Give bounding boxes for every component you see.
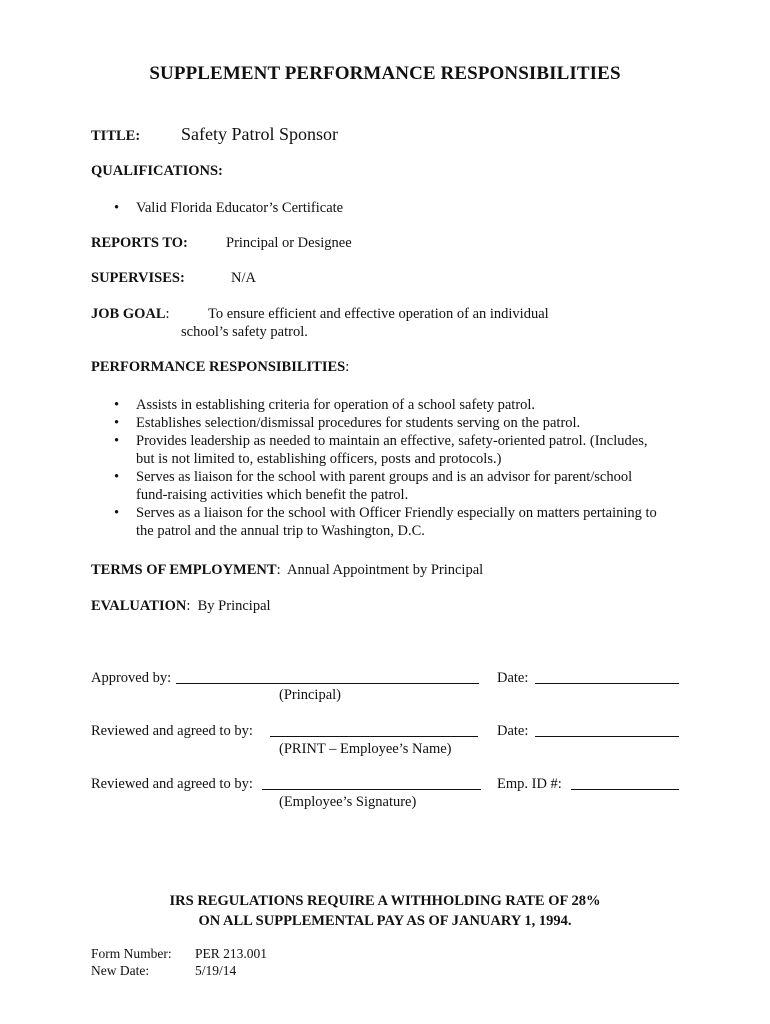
date-line-2[interactable]	[535, 736, 679, 737]
evaluation	[91, 597, 271, 615]
document-heading: SUPPLEMENT PERFORMANCE RESPONSIBILITIES	[149, 63, 621, 84]
reports-to-label: REPORTS TO:	[91, 235, 188, 251]
reviewed-by-label-2: Reviewed and agreed to by:	[91, 776, 253, 792]
performance-label: PERFORMANCE RESPONSIBILITIES	[91, 359, 346, 375]
responsibility-line: but is not limited to, establishing officers, posts and protocols.)	[136, 451, 502, 467]
responsibility-item	[110, 432, 657, 468]
responsibility-line: Serves as liaison for the school with parent groups and is an advisor for parent/school	[136, 469, 633, 485]
terms-colon: :	[276, 562, 281, 578]
supervises-value: N/A	[231, 270, 256, 286]
approved-by-signature-line[interactable]	[176, 683, 479, 684]
evaluation-label: EVALUATION	[91, 598, 187, 614]
terms-value: Annual Appointment by Principal	[287, 562, 484, 578]
employee-signature-caption: (Employee’s Signature)	[279, 794, 417, 810]
responsibilities-list	[110, 396, 657, 540]
job-goal-colon: :	[165, 306, 170, 322]
evaluation-value: By Principal	[197, 598, 271, 614]
form-number-label: Form Number:	[91, 946, 172, 961]
responsibility-line: the patrol and the annual trip to Washington, D.C.	[136, 523, 425, 539]
job-goal-line-1: To ensure efficient and effective operation of an individual	[208, 306, 549, 322]
job-goal-heading	[91, 305, 170, 323]
irs-notice	[0, 891, 770, 931]
new-date-value: 5/19/14	[195, 963, 237, 978]
emp-id-label: Emp. ID #:	[497, 776, 562, 792]
date-line-1[interactable]	[535, 683, 679, 684]
responsibility-item	[110, 414, 657, 432]
job-goal-line-2: school’s safety patrol.	[181, 324, 308, 340]
employee-signature-line[interactable]	[262, 789, 481, 790]
approved-by-caption: (Principal)	[279, 687, 342, 703]
new-date-label: New Date:	[91, 963, 150, 978]
employee-name-caption: (PRINT – Employee’s Name)	[279, 741, 452, 757]
responsibility-line: Establishes selection/dismissal procedures for students serving on the patrol.	[136, 415, 581, 431]
terms-of-employment	[91, 561, 483, 579]
reviewed-by-label-1: Reviewed and agreed to by:	[91, 723, 253, 739]
terms-label: TERMS OF EMPLOYMENT	[91, 562, 277, 578]
emp-id-line[interactable]	[571, 789, 679, 790]
job-goal-label: JOB GOAL	[91, 306, 166, 322]
qualifications-label: QUALIFICATIONS:	[91, 163, 223, 179]
evaluation-colon: :	[186, 598, 191, 614]
title-value: Safety Patrol Sponsor	[181, 124, 338, 144]
responsibility-line: Assists in establishing criteria for operation of a school safety patrol.	[136, 397, 536, 413]
employee-name-line[interactable]	[270, 736, 478, 737]
responsibility-line: fund-raising activities which benefit the patrol.	[136, 487, 409, 503]
irs-notice-line-1: IRS REGULATIONS REQUIRE A WITHHOLDING RATE OF 28%	[169, 893, 601, 909]
performance-heading	[91, 358, 349, 376]
date-label-2: Date:	[497, 723, 529, 739]
responsibility-item	[110, 396, 657, 414]
responsibility-line: Serves as a liaison for the school with Officer Friendly especially on matters pertaining to	[136, 505, 657, 521]
responsibility-line: Provides leadership as needed to maintain an effective, safety-oriented patrol. (Includes,	[136, 433, 648, 449]
reports-to-value: Principal or Designee	[226, 235, 352, 251]
qualification-item: • Valid Florida Educator’s Certificate	[110, 199, 343, 217]
qualifications-list	[110, 199, 343, 217]
responsibility-item	[110, 504, 657, 540]
supervises-label: SUPERVISES:	[91, 270, 185, 286]
date-label-1: Date:	[497, 670, 529, 686]
approved-by-label: Approved by:	[91, 670, 172, 686]
irs-notice-line-2: ON ALL SUPPLEMENTAL PAY AS OF JANUARY 1, 1994.	[198, 913, 572, 929]
title-label: TITLE:	[91, 128, 141, 144]
form-number-value: PER 213.001	[195, 946, 268, 961]
responsibility-item	[110, 468, 657, 504]
performance-colon: :	[345, 359, 350, 375]
